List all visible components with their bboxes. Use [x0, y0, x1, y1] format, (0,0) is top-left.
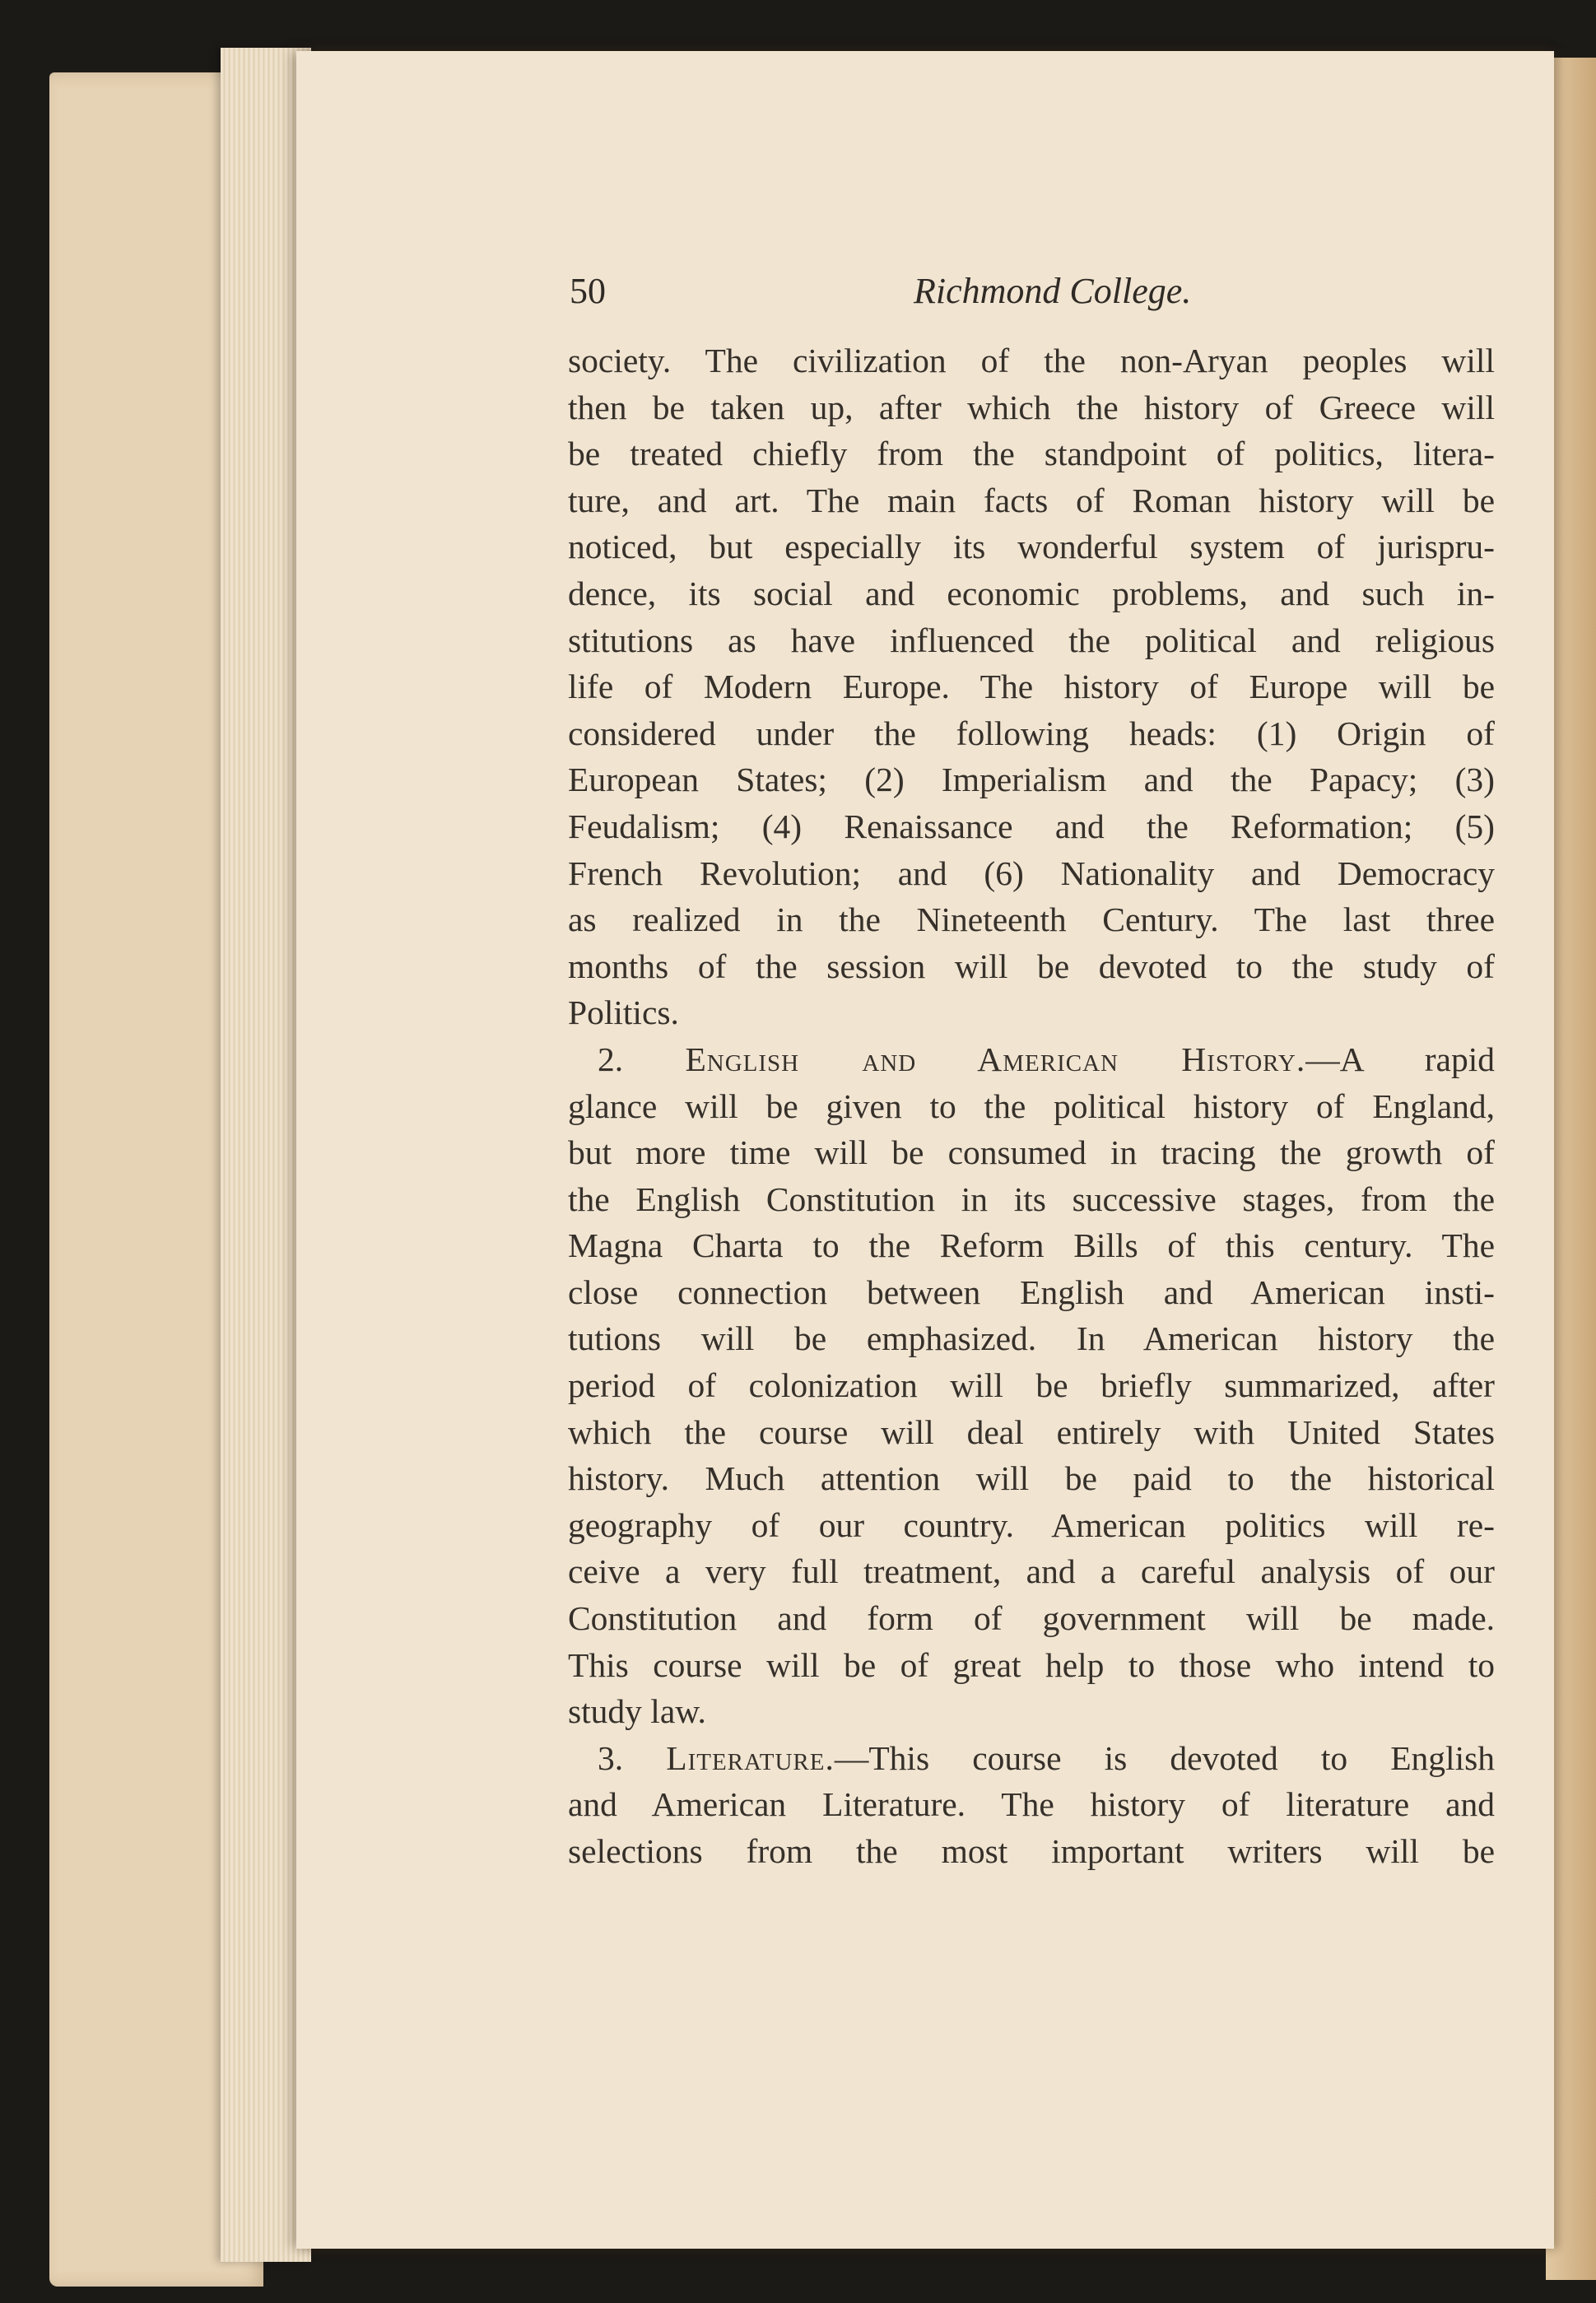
text-line: This course will be of great help to those who intend to	[568, 1645, 1495, 1684]
text-line: stitutions as have influenced the political and religious	[568, 621, 1495, 659]
section-first-line-text: —This course is devoted to English	[834, 1738, 1495, 1777]
body-text	[568, 337, 1495, 1875]
text-line: geography of our country. American politics will re-	[568, 1505, 1495, 1544]
text-line: then be taken up, after which the history of Greece will	[568, 388, 1495, 426]
text-line: ture, and art. The main facts of Roman history will be	[568, 481, 1495, 519]
text-line: life of Modern Europe. The history of Europe will be	[568, 668, 1495, 706]
text-line: close connection between English and American insti-	[568, 1272, 1495, 1311]
text-line: the English Constitution in its successive stages, from the	[568, 1179, 1495, 1218]
text-line: period of colonization will be briefly summarized, after	[568, 1366, 1495, 1405]
text-line: but more time will be consumed in tracing the growth of	[568, 1133, 1495, 1172]
text-line: French Revolution; and (6) Nationality and Democracy	[568, 854, 1495, 892]
text-line: European States; (2) Imperialism and the Papacy; (3)	[568, 761, 1495, 799]
text-line: history. Much attention will be paid to the historical	[568, 1459, 1495, 1498]
page-number: 50	[570, 271, 606, 311]
text-line: selections from the most important writers will be	[568, 1832, 1495, 1870]
running-head: Richmond College.	[914, 271, 1192, 311]
section-first-line-text: —A rapid	[1305, 1040, 1495, 1078]
text-line: Constitution and form of government will be made.	[568, 1599, 1495, 1638]
text-line: noticed, but especially its wonderful system of jurispru-	[568, 528, 1495, 566]
text-line: study law.	[568, 1692, 706, 1731]
page-header	[570, 270, 1495, 328]
text-line: tutions will be emphasized. In American history the	[568, 1319, 1495, 1358]
text-line: glance will be given to the political history of England,	[568, 1086, 1495, 1125]
text-line: considered under the following heads: (1) Origin of	[568, 714, 1495, 752]
text-line: months of the session will be devoted to the study of	[568, 947, 1495, 985]
text-line: society. The civilization of the non-Aryan peoples will	[568, 342, 1495, 379]
section-number: 2.	[598, 1040, 624, 1078]
section-2-first-line	[568, 1036, 1495, 1083]
text-line: and American Literature. The history of literature and	[568, 1785, 1495, 1824]
section-heading: English and American History.	[685, 1040, 1306, 1078]
text-line: Politics.	[568, 993, 679, 1032]
text-line: as realized in the Nineteenth Century. The last three	[568, 900, 1495, 939]
section-heading: Literature.	[666, 1738, 835, 1777]
text-line: be treated chiefly from the standpoint of politics, litera-	[568, 435, 1495, 473]
text-line: dence, its social and economic problems, and such in-	[568, 574, 1495, 612]
text-line: Magna Charta to the Reform Bills of this century. The	[568, 1226, 1495, 1265]
section-number: 3.	[598, 1738, 624, 1777]
text-line: ceive a very full treatment, and a careful analysis of our	[568, 1552, 1495, 1591]
text-line: Feudalism; (4) Renaissance and the Reformation; (5)	[568, 807, 1495, 845]
section-3-first-line	[568, 1735, 1495, 1782]
text-line: which the course will deal entirely with United States	[568, 1412, 1495, 1451]
